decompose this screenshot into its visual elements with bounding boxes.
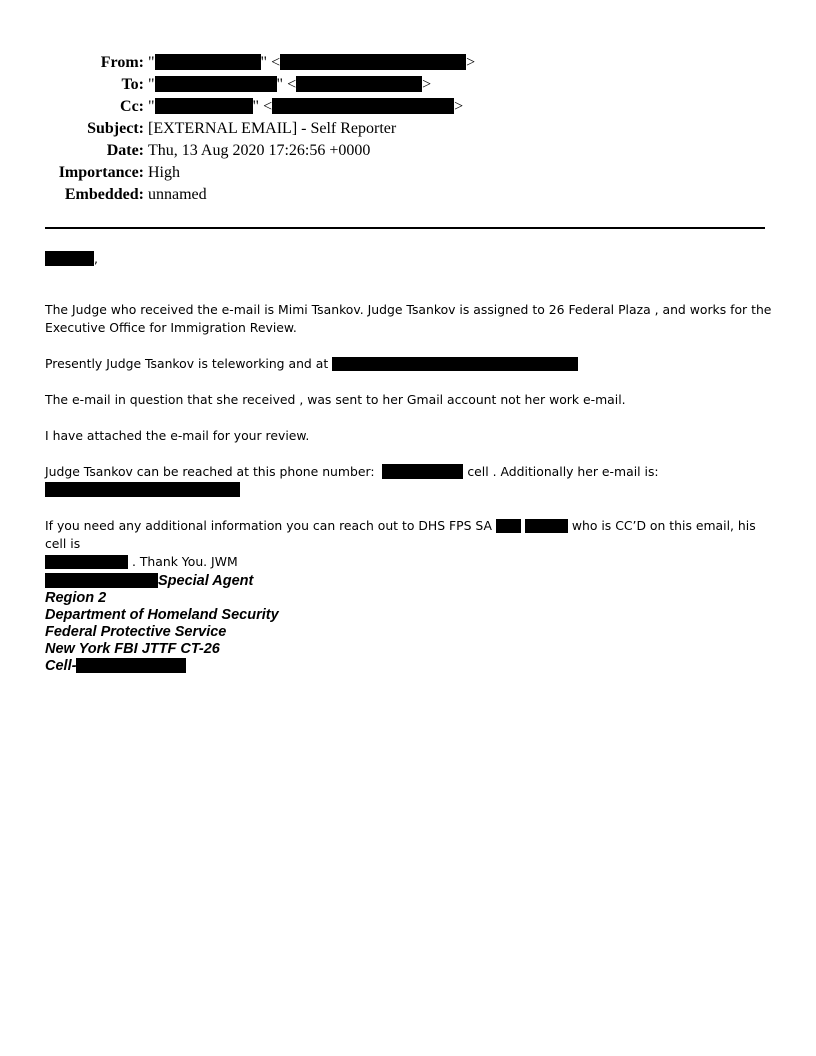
signature-line: Federal Protective Service (45, 624, 227, 640)
signature-block (45, 573, 279, 675)
redaction-block (45, 251, 94, 266)
paragraph-attached: I have attached the e-mail for your review. (45, 428, 310, 443)
from-row (0, 52, 816, 74)
date-label: Date: (106, 142, 144, 159)
paragraph-telework: Presently Judge Tsankov is teleworking and at (45, 355, 775, 373)
paragraph-additional-info: If you need any additional information you can reach out to DHS FPS SA who is CC’D on this email, his cell is . Thank You. JWM (45, 518, 756, 569)
greeting: , (45, 250, 775, 268)
redaction-block (45, 573, 158, 588)
redaction-block (155, 76, 277, 92)
from-label: From: (100, 54, 144, 71)
embedded-label: Embedded: (64, 186, 144, 203)
header-divider (45, 227, 765, 229)
redaction-block (45, 482, 240, 497)
paragraph-contact: Judge Tsankov can be reached at this phone number: cell . Additionally her e-mail is: (45, 463, 775, 499)
paragraph-judge-info: The Judge who received the e-mail is Mimi Tsankov. Judge Tsankov is assigned to 26 Federal Plaza , and works for the Executive Office for Immigration Review. (45, 302, 772, 335)
to-label: To: (121, 76, 144, 93)
redaction-block (45, 555, 128, 569)
signature-title-line: Special Agent (45, 573, 279, 590)
redaction-block (155, 98, 253, 114)
subject-value: [EXTERNAL EMAIL] - Self Reporter (148, 120, 397, 137)
importance-row (0, 162, 816, 184)
email-header (0, 52, 816, 206)
paragraph-gmail: The e-mail in question that she received , was sent to her Gmail account not her work e-mail. (45, 392, 626, 407)
redaction-block (332, 357, 578, 371)
subject-label: Subject: (87, 120, 144, 137)
redaction-block (272, 98, 454, 114)
redaction-block (496, 519, 521, 533)
signature-line: New York FBI JTTF CT-26 (45, 641, 220, 657)
redaction-block (280, 54, 466, 70)
subject-row (0, 118, 816, 140)
date-value: Thu, 13 Aug 2020 17:26:56 +0000 (148, 142, 371, 159)
redaction-block (76, 658, 186, 673)
signature-cell-line: Cell- (45, 658, 279, 675)
signature-line: Region 2 (45, 590, 107, 606)
signature-line: Department of Homeland Security (45, 607, 279, 623)
to-value: " " < > (148, 76, 432, 93)
from-value: " " < > (148, 54, 476, 71)
redaction-block (155, 54, 261, 70)
to-row (0, 74, 816, 96)
redaction-block (296, 76, 422, 92)
date-row (0, 140, 816, 162)
cc-label: Cc: (120, 98, 144, 115)
cc-value: " " < > (148, 98, 464, 115)
importance-value: High (148, 164, 180, 181)
redaction-block (525, 519, 568, 533)
importance-label: Importance: (58, 164, 144, 181)
cc-row (0, 96, 816, 118)
redaction-block (382, 464, 463, 479)
embedded-value: unnamed (148, 186, 207, 203)
embedded-row (0, 184, 816, 206)
